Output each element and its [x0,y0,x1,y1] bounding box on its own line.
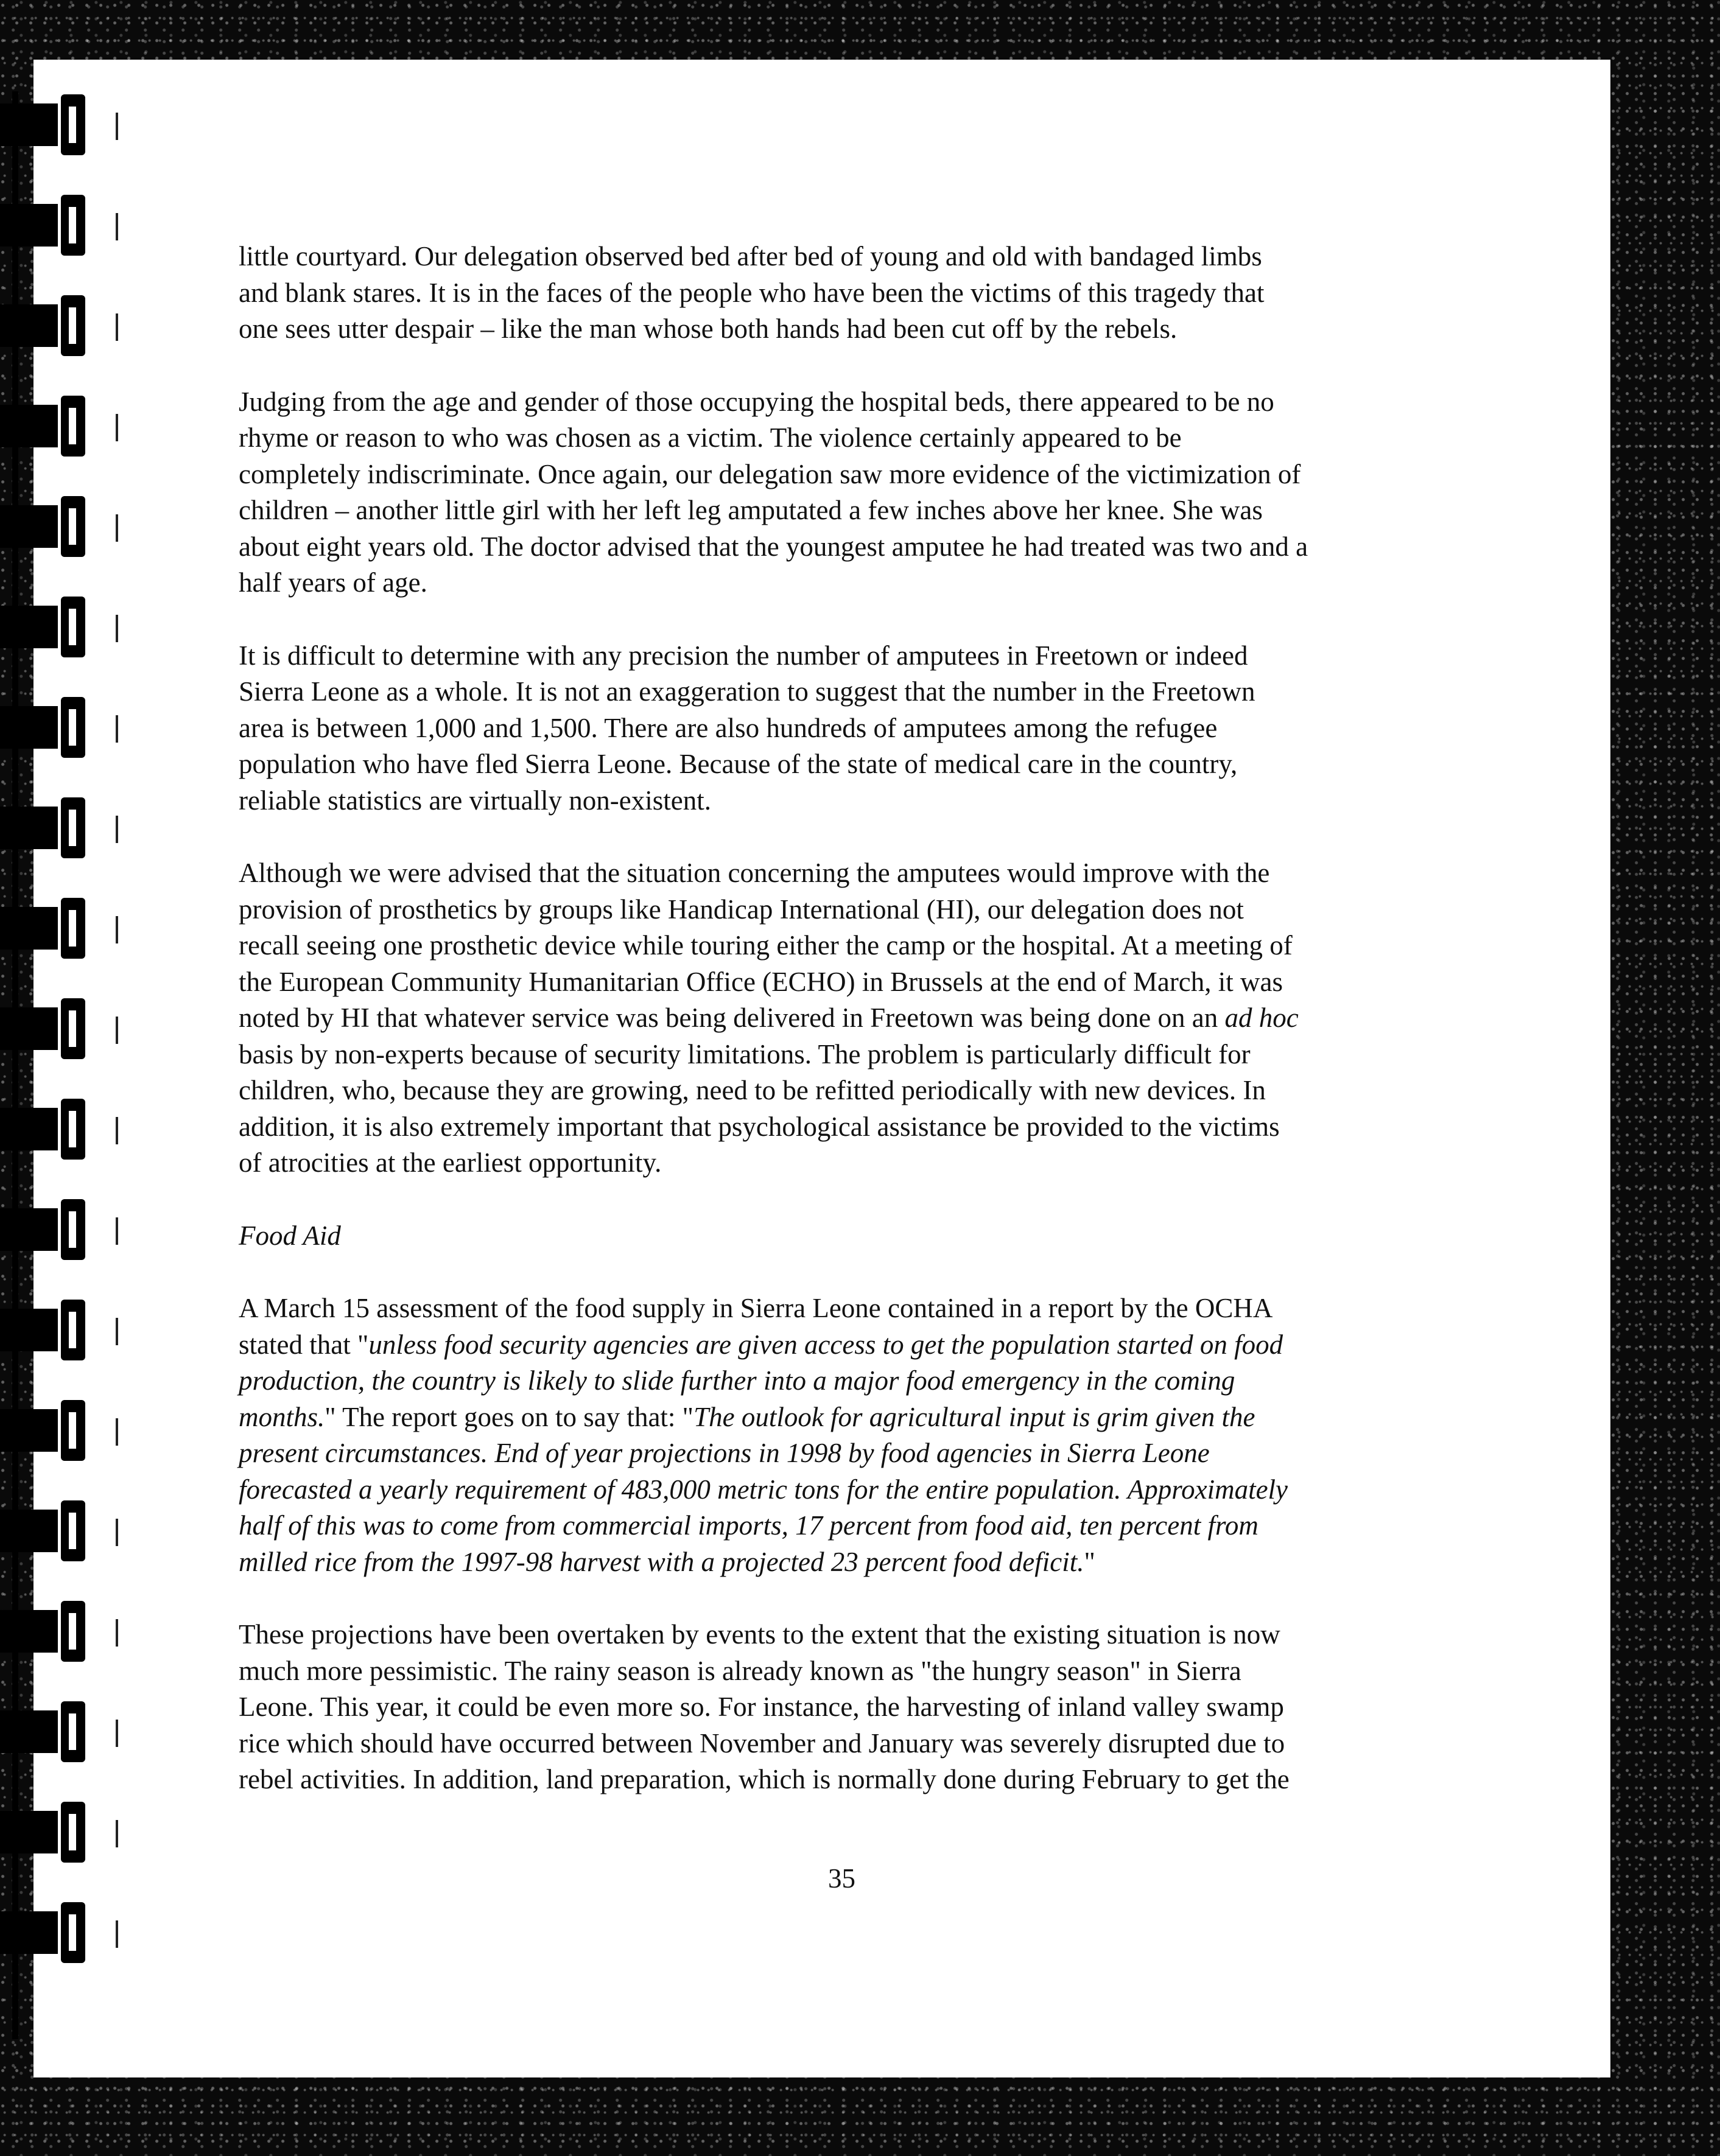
text-run: Judging from the age and gender of those occupying the hospital beds, there appeared to be no rhyme or reason to who was chosen as a victim. The violence certainly appeared to be completely indiscriminate. Once again, our delegation saw more evidence of the victimization of children – another little girl with her left leg amputated a few inches above her knee. She was about eight years old. The doctor advised that the youngest amputee he had treated was two and a half years of age. [239,386,1308,598]
binding-ring [0,1698,122,1765]
binding-ring [0,694,122,761]
upper-paragraphs [239,239,1456,1181]
binding-ring [0,995,122,1062]
binding-ring [0,1799,122,1866]
binding-ring [0,593,122,660]
italic-text-run: unless food security agencies are given access to get the population started on food production, the country is likely to slide further into a major food emergency in the coming months. [239,1329,1283,1432]
text-run: These projections have been overtaken by events to the extent that the existing situation is now much more pessimistic. The rainy season is already known as "the hungry season" in Sierra Leone. This year, it could be even more so. For instance, the harvesting of inland valley swamp rice which should have occurred between November and January was severely disrupted due to rebel activities. In addition, land preparation, which is normally done during February to get the [239,1619,1290,1794]
binding-ring [0,493,122,560]
binding-ring [0,895,122,962]
text-run: " [1084,1546,1095,1577]
italic-text-run: The outlook for agricultural input is grim given the present circumstances. End of year projections in 1998 by food agencies in Sierra Leone forecasted a yearly requirement of 483,000 metric tons for the entire population. Approximately half of this was to come from commercial imports, 17 percent from food aid, ten percent from milled rice from the 1997-98 harvest with a projected 23 percent food deficit. [239,1401,1288,1577]
binding-ring [0,91,122,158]
binding-ring [0,393,122,460]
page-number: 35 [828,1863,855,1894]
binding-ring [0,1096,122,1163]
text-run: Although we were advised that the situation concerning the amputees would improve with the provision of prosthetics by groups like Handicap International (HI), our delegation does not recall seeing one prosthetic device while touring either the camp or the hospital. At a meeting of the European Community Humanitarian Office (ECHO) in Brussels at the end of March, it was noted by HI that whatever service was being delivered in Freetown was being done on an [239,858,1293,1033]
paragraph-p3 [239,638,1456,819]
binding-ring [0,794,122,861]
text-run: A March 15 assessment of the food supply in Sierra Leone contained in a report by the OCHA stated that " [239,1293,1273,1360]
binding-ring [0,1598,122,1665]
binding-ring [0,1297,122,1363]
text-run: It is difficult to determine with any precision the number of amputees in Freetown or indeed Sierra Leone as a whole. It is not an exaggeration to suggest that the number in the Freetown area is between 1,000 and 1,500. There are also hundreds of amputees among the refugee population who have fled Sierra Leone. Because of the state of medical care in the country, reliable statistics are virtually non-existent. [239,640,1255,816]
binding-ring [0,1899,122,1966]
binding-ring [0,192,122,259]
spiral-binding [0,91,122,2039]
section-heading-food-aid: Food Aid [239,1220,341,1251]
paragraph-p5 [239,1290,1456,1580]
text-run: little courtyard. Our delegation observed bed after bed of young and old with bandaged limbs and blank stares. It is in the faces of the people who have been the victims of this tragedy that one sees utter despair – like the man whose both hands had been cut off by the rebels. [239,241,1265,344]
paragraph-p2 [239,384,1456,601]
paragraph-p6 [239,1617,1456,1798]
text-run: basis by non-experts because of security limitations. The problem is particularly difficult for children, who, because they are growing, need to be refitted periodically with new devices. In addition, it is also extremely important that psychological assistance be provided to the victims of atrocities at the earliest opportunity. [239,1038,1280,1178]
paragraph-p1 [239,239,1456,348]
binding-ring [0,292,122,359]
italic-text-run: ad hoc [1224,1003,1299,1033]
body-text [239,239,1456,1835]
binding-ring [0,1397,122,1464]
paragraph-p4 [239,855,1456,1181]
binding-ring [0,1196,122,1263]
text-run: " The report goes on to say that: " [325,1401,694,1432]
binding-ring [0,1497,122,1564]
food-aid-paragraphs [239,1290,1456,1798]
